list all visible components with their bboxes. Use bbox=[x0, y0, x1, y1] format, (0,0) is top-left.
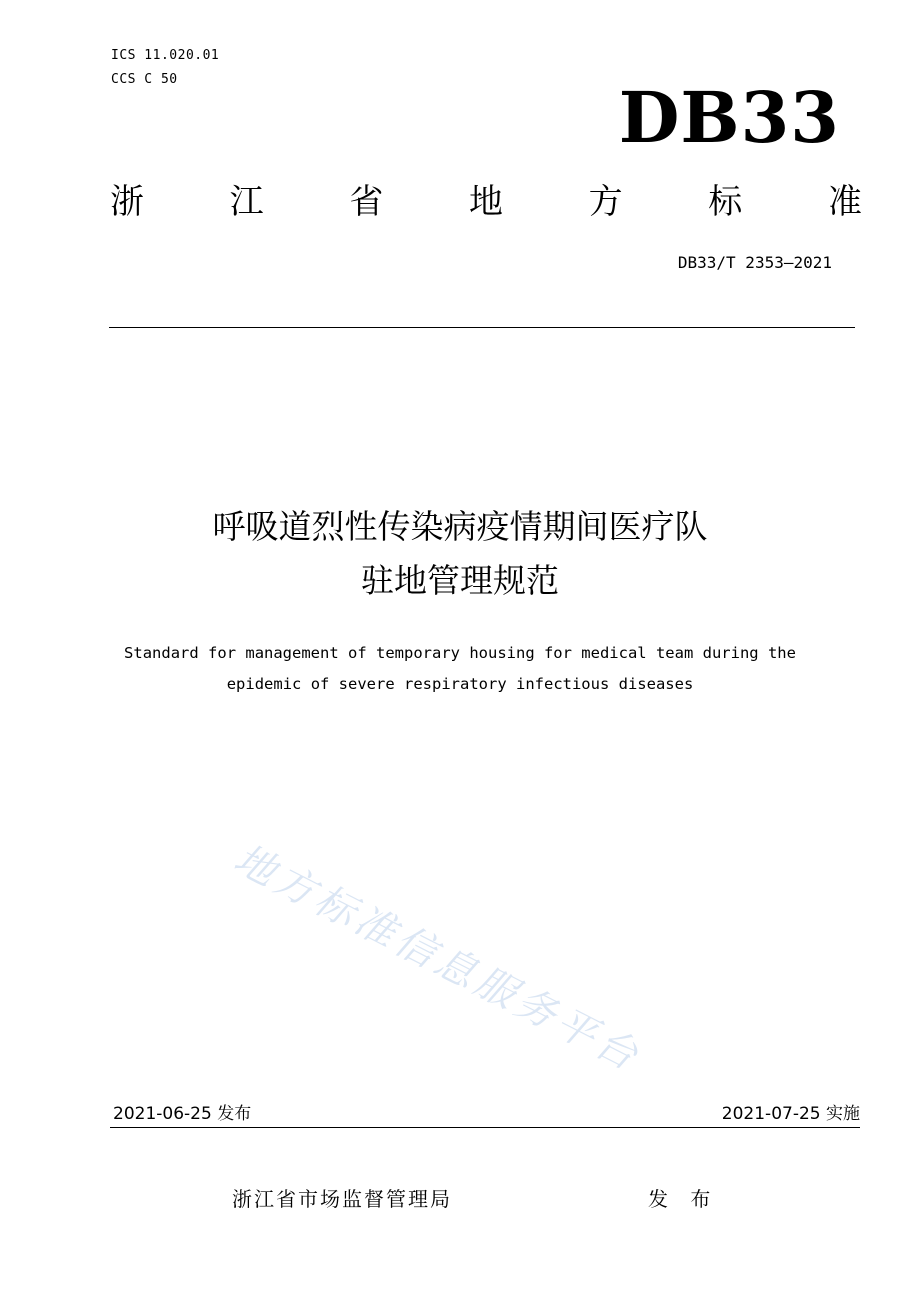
ccs-code: CCS C 50 bbox=[111, 72, 178, 87]
title-chinese-line-2: 驻地管理规范 bbox=[361, 561, 559, 600]
standard-class-heading bbox=[110, 180, 862, 224]
title-english bbox=[40, 638, 880, 700]
title-english-line-2: epidemic of severe respiratory infectious diseases bbox=[226, 675, 694, 693]
standard-class-char: 方 bbox=[588, 182, 623, 222]
header-divider bbox=[109, 327, 855, 328]
title-chinese bbox=[60, 500, 860, 608]
standard-class-char: 江 bbox=[229, 182, 264, 222]
implementation-date: 2021-07-25 实施 bbox=[721, 1104, 860, 1124]
date-divider bbox=[110, 1127, 860, 1128]
standard-class-char: 省 bbox=[349, 182, 384, 222]
publish-label: 发 布 bbox=[648, 1187, 719, 1211]
title-english-line-1: Standard for management of temporary housing for medical team during the bbox=[124, 644, 796, 662]
ics-code: ICS 11.020.01 bbox=[111, 48, 220, 63]
db33-logo: DB33 bbox=[618, 76, 840, 159]
publisher: 浙江省市场监督管理局 bbox=[232, 1187, 452, 1211]
issue-date: 2021-06-25 发布 bbox=[113, 1104, 252, 1124]
title-chinese-line-1: 呼吸道烈性传染病疫情期间医疗队 bbox=[212, 507, 708, 546]
standard-class-char: 准 bbox=[827, 182, 862, 222]
standard-class-char: 浙 bbox=[110, 182, 144, 222]
watermark: 地方标准信息服务平台 bbox=[226, 835, 649, 1082]
standard-class-char: 标 bbox=[708, 182, 743, 222]
standard-number: DB33/T 2353—2021 bbox=[677, 253, 832, 272]
standard-class-char: 地 bbox=[468, 182, 503, 222]
